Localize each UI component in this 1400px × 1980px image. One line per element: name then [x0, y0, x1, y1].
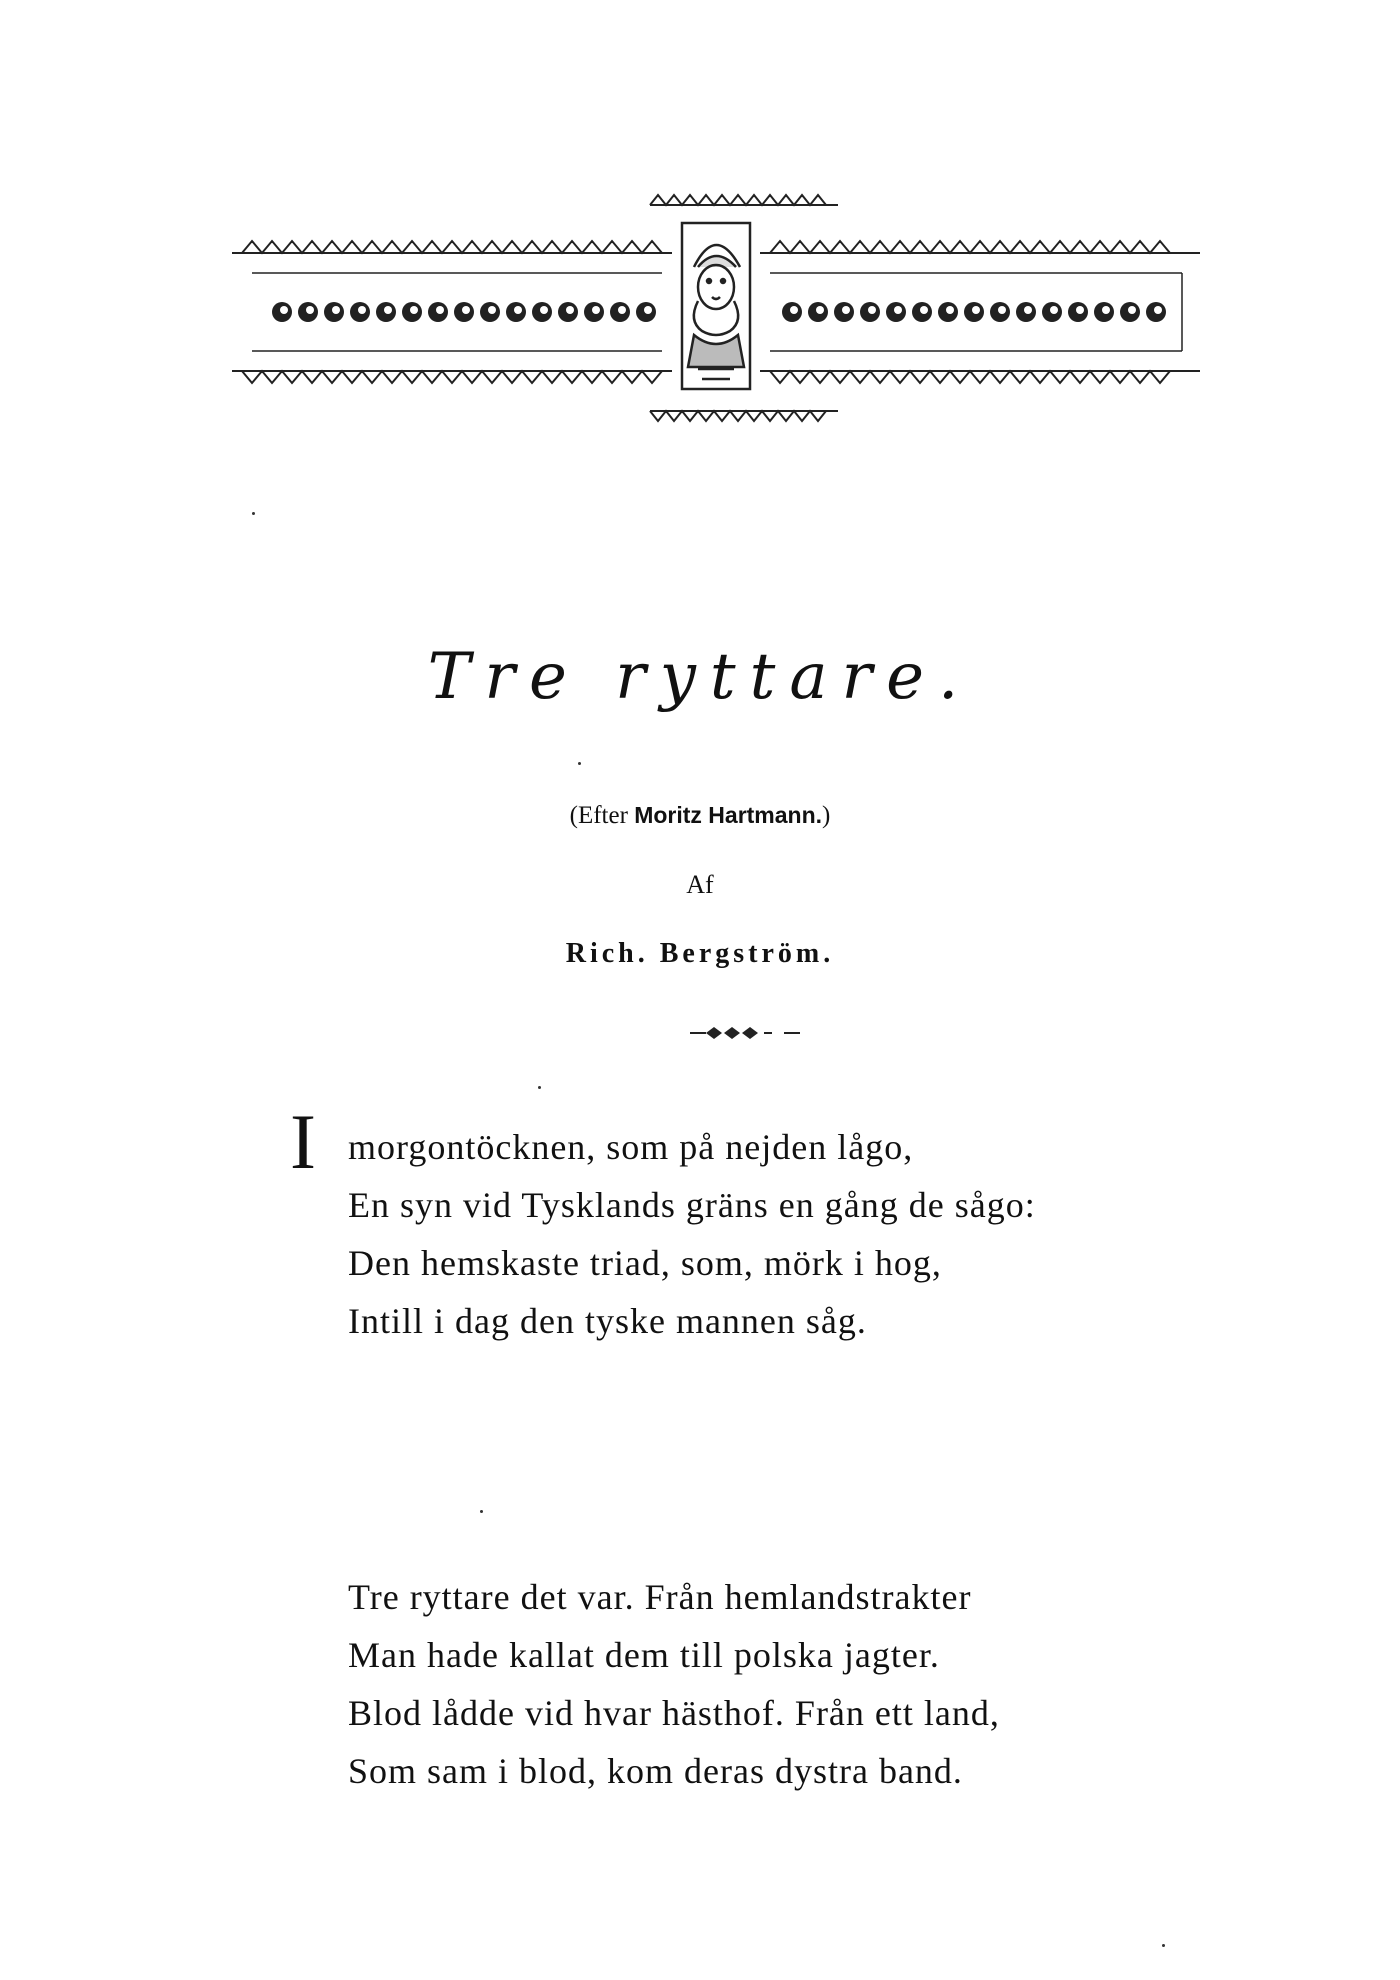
author-name: Rich. Bergström. — [565, 938, 835, 969]
section-divider-icon — [690, 1026, 810, 1040]
subtitle-close: ) — [822, 802, 831, 829]
subtitle-source-author: Moritz Hartmann. — [634, 802, 823, 828]
stanza-1-line-3: Den hemskaste triad, som, mörk i hog, — [348, 1243, 942, 1283]
print-speck — [252, 512, 255, 515]
stanza-1-line-2: En syn vid Tysklands gräns en gång de sågo: — [348, 1185, 1036, 1225]
stanza-2 — [348, 1568, 1000, 1800]
stanza-2-line-4: Som sam i blod, kom deras dystra band. — [348, 1751, 963, 1791]
head-bust-ornament-icon — [232, 175, 1200, 435]
print-speck — [538, 1086, 541, 1089]
stanza-1-line-4: Intill i dag den tyske mannen såg. — [348, 1301, 867, 1341]
af-label: Af — [686, 870, 714, 899]
stanza-2-line-3: Blod lådde vid hvar hästhof. Från ett land, — [348, 1693, 1000, 1733]
stanza-1 — [348, 1118, 1036, 1350]
stanza-2-line-2: Man hade kallat dem till polska jagter. — [348, 1635, 940, 1675]
print-speck — [578, 762, 581, 765]
stanza-2-line-1: Tre ryttare det var. Från hemlandstrakter — [348, 1577, 972, 1617]
poem-title: Tre ryttare. — [427, 640, 973, 714]
print-speck — [480, 1510, 483, 1513]
drop-cap: I — [290, 1098, 316, 1185]
subtitle — [0, 802, 1400, 830]
stanza-1-line-1: morgontöcknen, som på nejden lågo, — [348, 1127, 914, 1167]
print-speck — [1162, 1944, 1165, 1947]
subtitle-open: (Efter — [569, 802, 635, 829]
